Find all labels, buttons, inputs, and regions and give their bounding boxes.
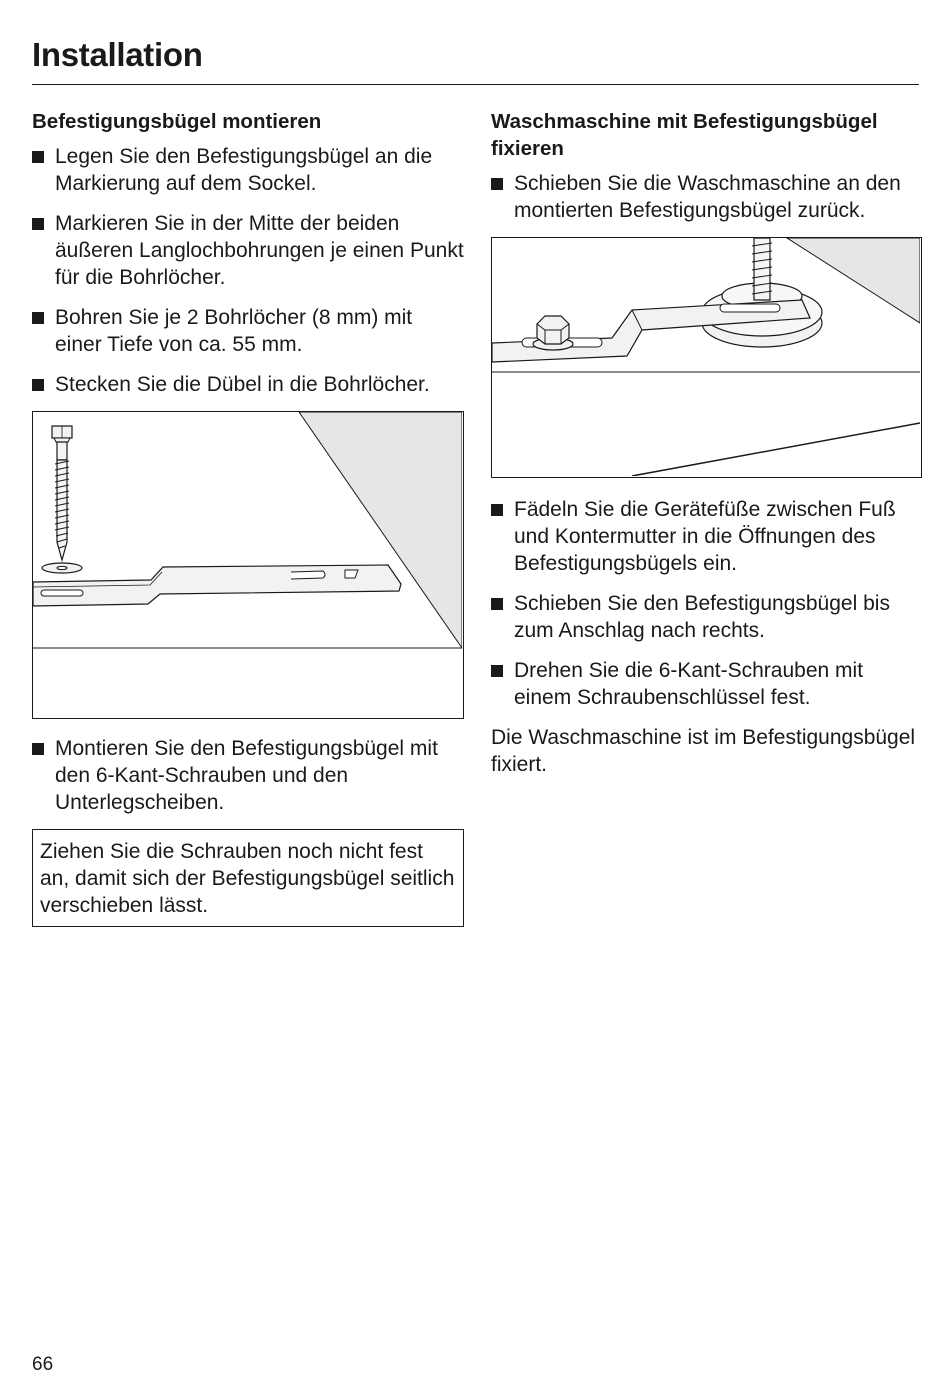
steps-list	[32, 143, 464, 398]
section-heading-fix-washer: Waschmaschine mit Befestigungsbügel fixieren	[491, 110, 878, 160]
step-item	[32, 304, 464, 358]
step-text: Schieben Sie die Waschmaschine an den montierten Befestigungsbügel zurück.	[514, 172, 901, 222]
page-title: Installation	[32, 36, 203, 73]
step-text: Stecken Sie die Dübel in die Bohrlöcher.	[55, 373, 430, 396]
step-item	[491, 590, 921, 644]
steps-list	[491, 170, 921, 224]
step-item	[32, 143, 464, 197]
step-item	[32, 735, 464, 816]
bullet-square-icon	[491, 504, 503, 516]
bullet-square-icon	[491, 178, 503, 190]
bullet-square-icon	[32, 218, 44, 230]
steps-list	[32, 735, 464, 816]
note-box: Ziehen Sie die Schrauben noch nicht fest an, damit sich der Befestigungsbügel seitlich verschieben lässt.	[32, 829, 464, 927]
bullet-square-icon	[491, 598, 503, 610]
slot-hole	[291, 571, 325, 579]
wall-shade	[299, 412, 462, 648]
step-text: Montieren Sie den Befestigungsbügel mit den 6-Kant-Schrauben und den Unterlegscheiben.	[55, 737, 438, 814]
step-text: Legen Sie den Befestigungsbügel an die Markierung auf dem Sockel.	[55, 145, 433, 195]
step-item	[491, 170, 921, 224]
section-heading-mount-bracket: Befestigungsbügel montieren	[32, 110, 322, 133]
steps-list	[491, 496, 921, 711]
step-text: Bohren Sie je 2 Bohrlöcher (8 mm) mit einer Tiefe von ca. 55 mm.	[55, 306, 413, 356]
step-text: Fädeln Sie die Gerätefüße zwischen Fuß und Kontermutter in die Öffnungen des Befestigungsbügels ein.	[514, 498, 896, 575]
screw-bracket-illustration	[33, 412, 462, 717]
step-item	[32, 371, 464, 398]
page-number: 66	[32, 1354, 54, 1375]
title-rule	[32, 84, 919, 85]
step-text: Markieren Sie in der Mitte der beiden äußeren Langlochbohrungen je einen Punkt für die Bohrlöcher.	[55, 212, 464, 289]
step-text: Schieben Sie den Befestigungsbügel bis zum Anschlag nach rechts.	[514, 592, 890, 642]
step-item	[32, 210, 464, 291]
bullet-square-icon	[32, 379, 44, 391]
step-item	[491, 496, 921, 577]
illustration-washer-foot-in-bracket	[491, 237, 922, 478]
result-text: Die Waschmaschine ist im Befestigungsbügel fixiert.	[491, 726, 916, 776]
right-column	[491, 108, 921, 778]
bullet-square-icon	[32, 312, 44, 324]
slot-hole	[41, 590, 83, 596]
step-text: Drehen Sie die 6-Kant-Schrauben mit einem Schraubenschlüssel fest.	[514, 659, 864, 709]
left-column	[32, 108, 464, 927]
screw-shank	[57, 442, 67, 460]
bullet-square-icon	[32, 151, 44, 163]
bullet-square-icon	[491, 665, 503, 677]
step-item	[491, 657, 921, 711]
bullet-square-icon	[32, 743, 44, 755]
foot-bracket-illustration	[492, 238, 920, 476]
appliance-edge	[632, 423, 920, 476]
illustration-screw-and-bracket	[32, 411, 464, 719]
